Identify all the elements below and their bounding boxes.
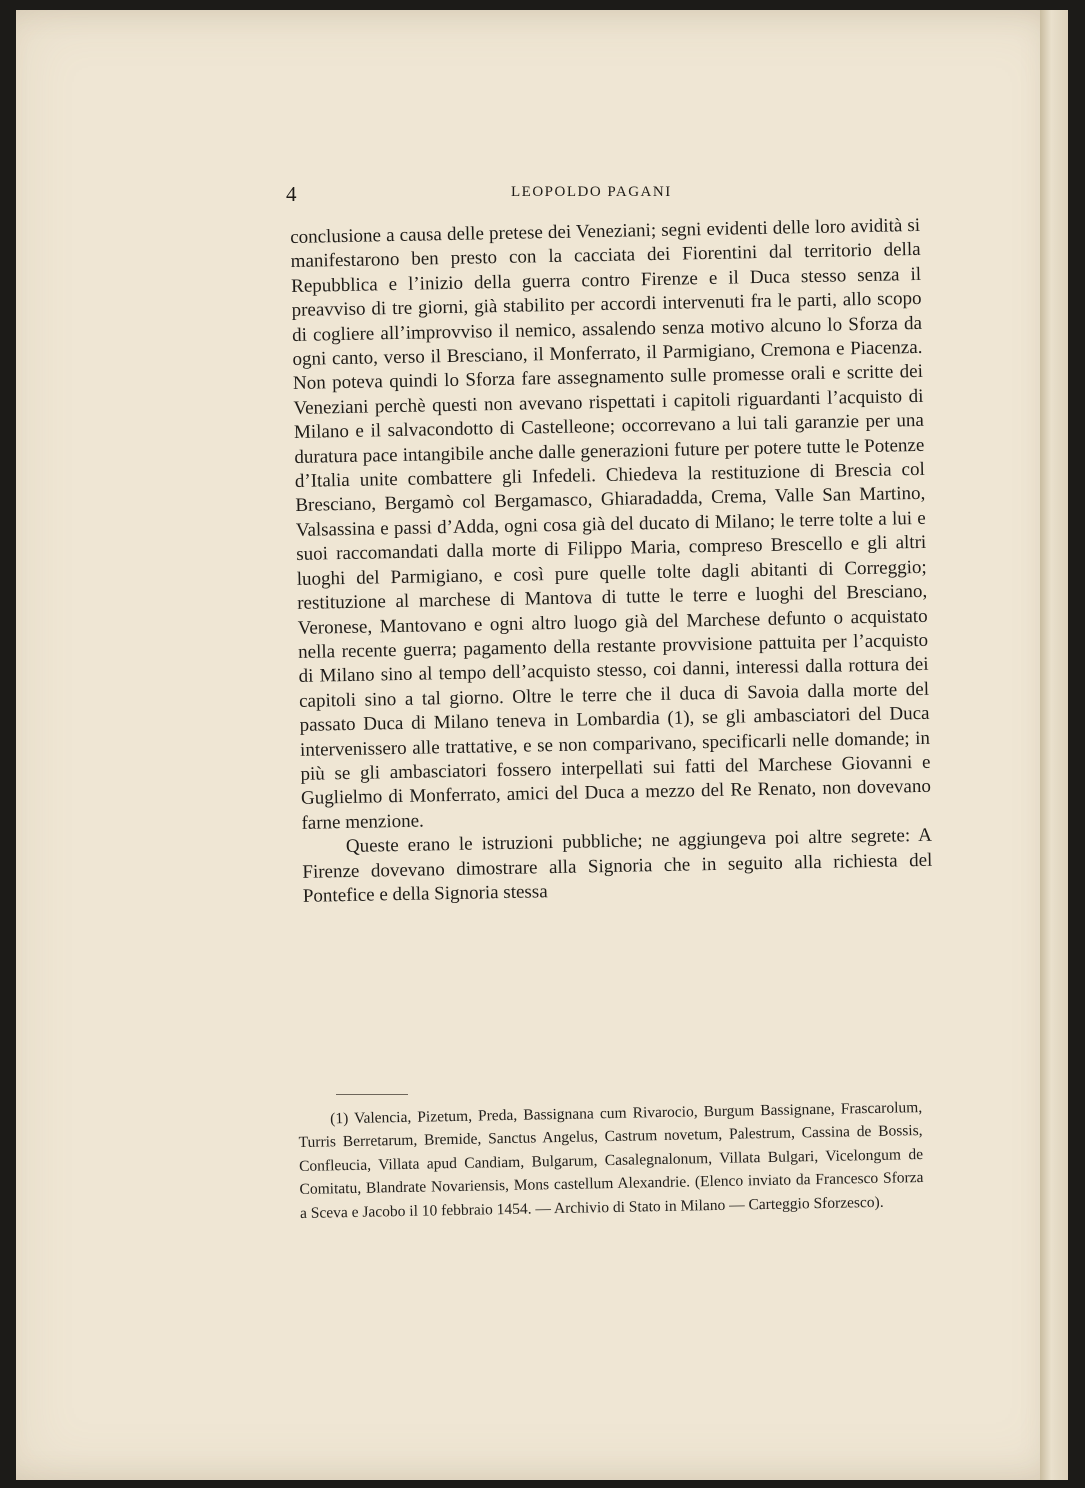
footnote-divider xyxy=(336,1094,408,1095)
running-title: LEOPOLDO PAGANI xyxy=(511,184,672,200)
page-number: 4 xyxy=(286,182,297,206)
footnote xyxy=(298,1096,924,1225)
page-header xyxy=(286,182,926,208)
main-text xyxy=(290,214,933,909)
paragraph-1: conclusione a causa delle pretese dei Veneziani; segni evidenti delle loro avidità si manifestarono ben presto con la cacciata dei Fiorentini dal territorio della Repubblica e l’inizio della guerra contro Firenze e il Duca stesso senza il preavviso di tre giorni, già stabilito per accordi intervenuti fra le parti, allo scopo di cogliere all’improvviso il nemico, assalendo senza motivo alcuno lo Sforza da ogni canto, verso il Bresciano, il Monferrato, il Parmigiano, Cremona e Piacenza. Non poteva quindi lo Sforza fare assegnamento sulle promesse orali e scritte dei Veneziani perchè questi non avevano rispettati i capitoli riguardanti l’acquisto di Milano e il salvacondotto di Castelleone; occorrevano a lui tali garanzie per una duratura pace intangibile anche dalle generazioni future per potere tutte le Potenze d’Italia unite combattere gli Infedeli. Chiedeva la restituzione di Brescia col Bresciano, Bergamò col Bergamasco, Ghiaradadda, Crema, Valle San Martino, Valsassina e passi d’Adda, ogni cosa già del ducato di Milano; le terre tolte a lui e suoi raccomandati dalla morte di Filippo Maria, compreso Brescello e gli altri luoghi del Parmigiano, e così pure quelle tolte dagli abitanti di Correggio; restituzione al marchese di Mantova di tutte le terre e luoghi del Bresciano, Veronese, Mantovano e ogni altro luogo già del Marchese defunto o acquistato nella recente guerra; pagamento della restante provvisione pattuita per l’acquisto di Milano sino al tempo dell’acquisto stesso, coi danni, interessi dalla rottura dei capitoli sino a tal giorno. Oltre le terre che il duca di Savoia dalla morte del passato Duca di Milano teneva in Lombardia (1), se gli ambasciatori del Duca intervenissero alle trattative, e se non comparivano, specificarli nelle domande; in più se gli ambasciatori fossero interpellati sui fatti del Marchese Giovanni e Guglielmo di Monferrato, amici del Duca a mezzo del Re Renato, non dovevano farne menzione. xyxy=(290,214,932,834)
paragraph-2: Queste erano le istruzioni pubbliche; ne aggiungeva poi altre segrete: A Firenze dovevano dimostrare alla Signoria che in seguito alla richiesta del Pontefice e della Signoria stessa xyxy=(302,824,933,907)
page-edge xyxy=(1040,10,1068,1480)
footnote-text: (1) Valencia, Pizetum, Preda, Bassignana cum Rivarocio, Burgum Bassignane, Frascarolum, Turris Berretarum, Bremide, Sanctus Angelus, Castrum novetum, Palestrum, Cassina de Bossis, Confleucia, Villata apud Candiam, Bulgarum, Casalegnalonum, Villata Bulgari, Vicelongum de Comitatu, Blandrate Novariensis, Mons castellum Alexandrie. (Elenco inviato da Francesco Sforza a Sceva e Jacobo il 10 febbraio 1454. — Archivio di Stato in Milano — Carteggio Sforzesco). xyxy=(298,1099,924,1222)
